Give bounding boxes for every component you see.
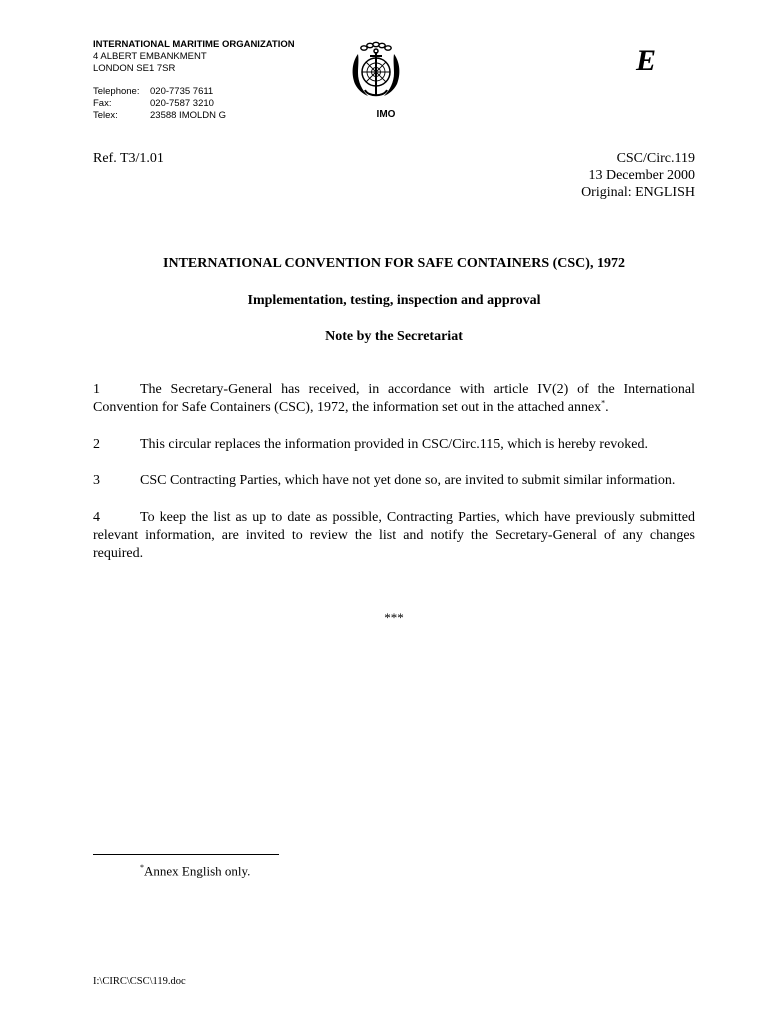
organization-name: INTERNATIONAL MARITIME ORGANIZATION xyxy=(93,39,295,50)
footnote-divider xyxy=(93,854,279,855)
paragraph-number: 2 xyxy=(93,437,100,452)
un-imo-emblem-icon xyxy=(346,40,406,104)
contact-row xyxy=(93,86,226,98)
paragraph-number: 1 xyxy=(93,382,100,397)
paragraph-number: 4 xyxy=(93,510,100,525)
contact-value: 020-7735 7611 xyxy=(150,86,214,97)
paragraph-2 xyxy=(93,436,695,454)
contact-label: Telex: xyxy=(93,110,118,121)
contact-row xyxy=(93,110,226,122)
paragraph-3 xyxy=(93,472,695,490)
paragraph-number: 3 xyxy=(93,473,100,488)
document-reference-block xyxy=(581,150,695,201)
paragraph-end: . xyxy=(605,400,609,415)
paragraph-text: The Secretary-General has received, in accordance with article IV(2) of the International Convention for Safe Containers (CSC), 1972, the information set out in the attached annex xyxy=(93,382,695,415)
paragraph-text: CSC Contracting Parties, which have not yet done so, are invited to submit similar information. xyxy=(140,473,676,488)
footnote xyxy=(140,860,250,879)
footnote-mark: * xyxy=(140,863,144,872)
contact-value: 020-7587 3210 xyxy=(150,98,214,109)
reference-number: Ref. T3/1.01 xyxy=(93,151,164,166)
section-separator: *** xyxy=(384,610,404,625)
file-path: I:\CIRC\CSC\119.doc xyxy=(93,976,186,987)
paragraph-4 xyxy=(93,509,695,563)
contact-label: Fax: xyxy=(93,98,112,109)
emblem-label: IMO xyxy=(376,109,396,120)
note-heading: Note by the Secretariat xyxy=(325,329,463,344)
contact-row xyxy=(93,98,226,110)
circular-number: CSC/Circ.119 xyxy=(616,151,695,166)
contact-value: 23588 IMOLDN G xyxy=(150,110,227,121)
address-line-1: 4 ALBERT EMBANKMENT xyxy=(93,51,207,62)
paragraph-text: This circular replaces the information provided in CSC/Circ.115, which is hereby revoked. xyxy=(140,437,649,452)
organization-address xyxy=(93,39,295,75)
document-subtitle: Implementation, testing, inspection and approval xyxy=(247,293,541,308)
paragraph-text: To keep the list as up to date as possible, Contracting Parties, which have previously submitted relevant information, are invited to review the list and notify the Secretary-General of any changes required. xyxy=(93,510,695,561)
original-language: Original: ENGLISH xyxy=(581,185,695,200)
document-title: INTERNATIONAL CONVENTION FOR SAFE CONTAINERS (CSC), 1972 xyxy=(163,256,625,271)
language-letter: E xyxy=(636,44,657,77)
paragraph-1 xyxy=(93,381,695,417)
footnote-reference: * xyxy=(601,398,606,408)
contact-label: Telephone: xyxy=(93,86,140,97)
contact-details xyxy=(93,86,226,122)
address-line-2: LONDON SE1 7SR xyxy=(93,63,176,74)
document-date: 13 December 2000 xyxy=(588,168,695,183)
footnote-text: Annex English only. xyxy=(144,863,251,879)
